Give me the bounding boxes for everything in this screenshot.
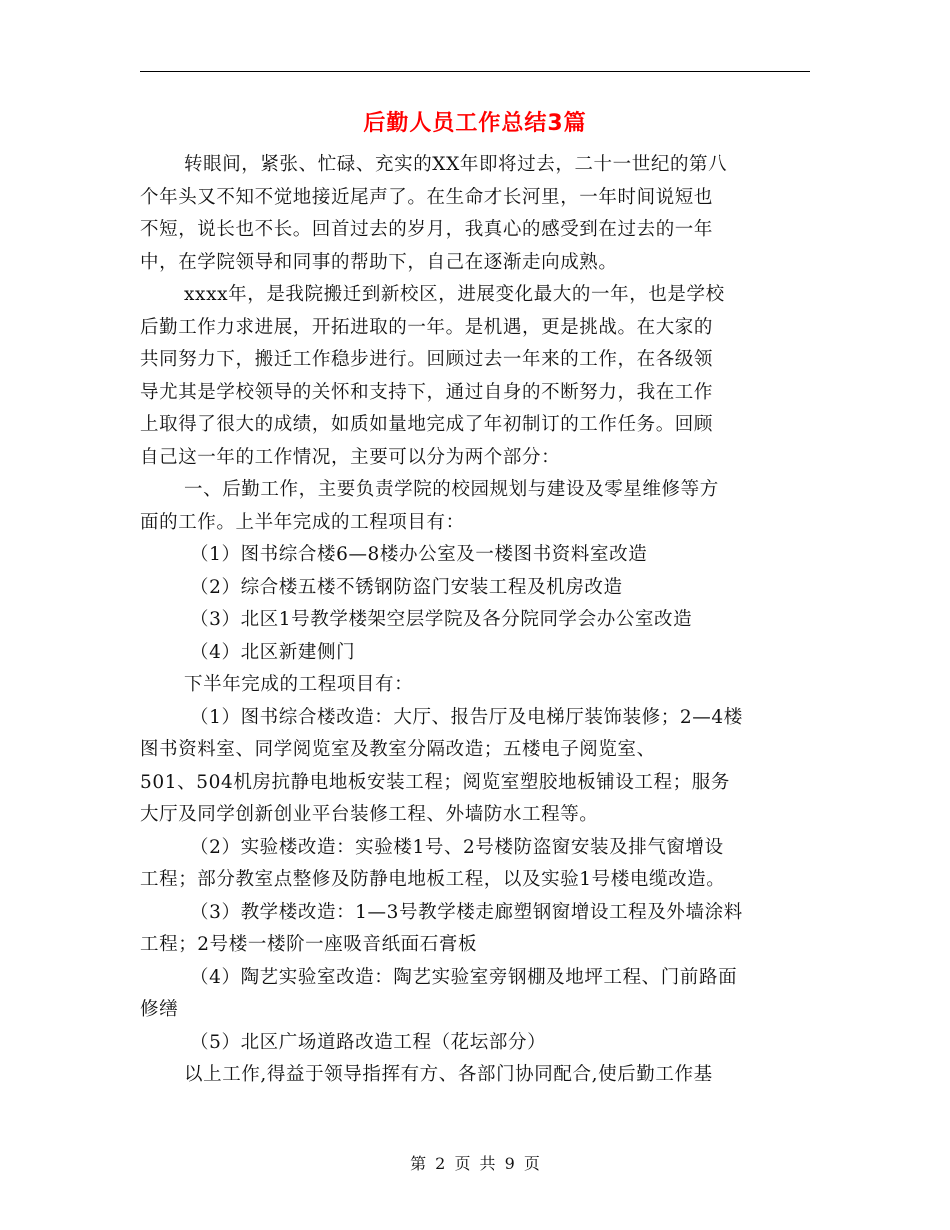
body-line: （3）教学楼改造：1—3号教学楼走廊塑钢窗增设工程及外墙涂料 <box>190 901 743 923</box>
body-line: 导尤其是学校领导的关怀和支持下，通过自身的不断努力，我在工作 <box>140 381 714 403</box>
body-line: （1）图书综合楼6—8楼办公室及一楼图书资料室改造 <box>190 544 648 565</box>
body-line: （4）陶艺实验室改造：陶艺实验室旁钢棚及地坪工程、门前路面 <box>190 966 738 988</box>
body-line: 工程；部分教室点整修及防静电地板工程，以及实验1号楼电缆改造。 <box>140 869 726 890</box>
document-body <box>140 149 810 1092</box>
body-line: 下半年完成的工程项目有： <box>184 674 414 695</box>
body-line: 面的工作。上半年完成的工程项目有： <box>140 511 465 533</box>
body-line: （2）实验楼改造：实验楼1号、2号楼防盗窗安装及排气窗增设 <box>190 836 724 858</box>
document-title: 后勤人员工作总结3篇 <box>363 111 587 136</box>
body-line: （2）综合楼五楼不锈钢防盗门安装工程及机房改造 <box>190 576 623 598</box>
body-line: 以上工作,得益于领导指挥有方、各部门协同配合,使后勤工作基 <box>184 1064 713 1085</box>
body-line: （3）北区1号教学楼架空层学院及各分院同学会办公室改造 <box>190 609 693 630</box>
body-line: 中，在学院领导和同事的帮助下，自己在逐渐走向成熟。 <box>140 251 618 273</box>
body-line: xxxx年，是我院搬迁到新校区，进展变化最大的一年，也是学校 <box>184 284 725 305</box>
page-number: 第 2 页 共 9 页 <box>410 1154 540 1173</box>
body-line: 上取得了很大的成绩，如质如量地完成了年初制订的工作任务。回顾 <box>140 414 714 435</box>
body-line: 图书资料室、同学阅览室及教室分隔改造；五楼电子阅览室、 <box>140 739 656 760</box>
body-line: 修缮 <box>140 999 179 1020</box>
body-line: 一、后勤工作，主要负责学院的校园规划与建设及零星维修等方 <box>184 479 719 500</box>
body-line: 后勤工作力求进展，开拓进取的一年。是机遇，更是挑战。在大家的 <box>140 316 714 338</box>
body-line: 不短，说长也不长。回首过去的岁月，我真心的感受到在过去的一年 <box>140 219 714 240</box>
body-line: 大厅及同学创新创业平台装修工程、外墙防水工程等。 <box>140 804 599 825</box>
body-line: 工程；2号楼一楼阶一座吸音纸面石膏板 <box>140 934 478 955</box>
body-line: 自己这一年的工作情况，主要可以分为两个部分： <box>140 446 561 468</box>
body-line: 个年头又不知不觉地接近尾声了。在生命才长河里，一年时间说短也 <box>140 186 714 208</box>
body-line: （4）北区新建侧门 <box>190 641 356 663</box>
body-line: 转眼间，紧张、忙碌、充实的XX年即将过去，二十一世纪的第八 <box>184 154 728 175</box>
header-rule <box>140 71 810 72</box>
body-line: （1）图书综合楼改造：大厅、报告厅及电梯厅装饰装修；2—4楼 <box>190 706 743 728</box>
body-line: 501、504机房抗静电地板安装工程；阅览室塑胶地板铺设工程；服务 <box>140 771 730 793</box>
body-line: 共同努力下，搬迁工作稳步进行。回顾过去一年来的工作，在各级领 <box>140 349 714 370</box>
body-line: （5）北区广场道路改造工程（花坛部分） <box>190 1031 547 1053</box>
